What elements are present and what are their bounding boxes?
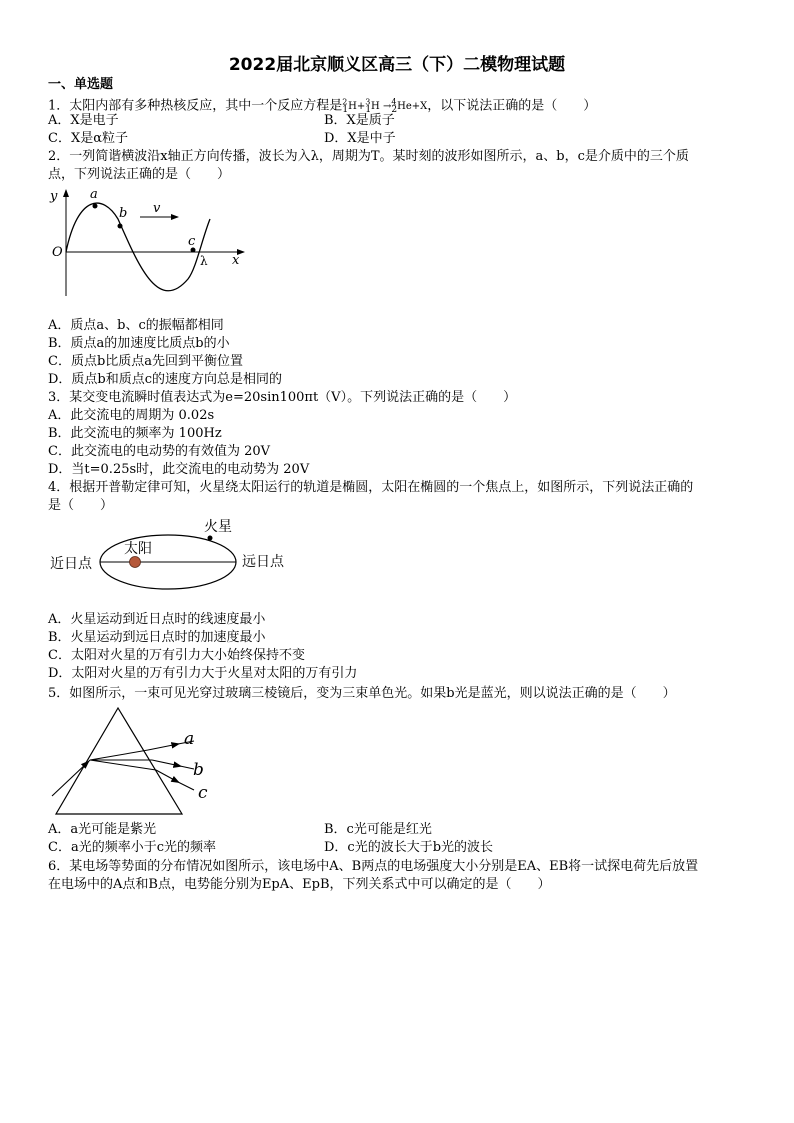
q5-option-a: A．a光可能是紫光 — [48, 822, 157, 837]
q5-option-d: D．c光的波长大于b光的波长 — [324, 840, 494, 855]
q1-option-d: D．X是中子 — [324, 131, 396, 146]
q4-option-d: D．太阳对火星的万有引力大于火星对太阳的万有引力 — [48, 666, 358, 681]
label-v: v — [153, 201, 161, 216]
ray-a — [148, 744, 178, 750]
q3-option-a: A．此交流电的周期为 0.02s — [48, 408, 215, 423]
label-sun: 太阳 — [124, 541, 152, 557]
point-a — [93, 204, 98, 209]
point-b — [118, 224, 123, 229]
mars — [208, 536, 213, 541]
ray-b — [152, 760, 180, 766]
label-o: O — [52, 245, 63, 260]
label-aphelion: 远日点 — [242, 554, 284, 570]
q5-option-b: B．c光可能是红光 — [324, 822, 432, 837]
wave-figure — [48, 184, 258, 302]
q2-option-b: B．质点a的加速度比质点b的小 — [48, 336, 230, 351]
sun — [130, 557, 141, 568]
prism — [56, 708, 182, 814]
question-1-stem — [48, 94, 596, 119]
question-2-stem-line2: 点，下列说法正确的是（ ） — [48, 167, 231, 182]
orbit-figure — [48, 514, 308, 594]
question-2-stem-line1: 2．一列简谐横波沿x轴正方向传播，波长为入λ，周期为T。某时刻的波形如图所示，a、b，c是介质中的三个质 — [48, 149, 689, 164]
question-6-stem-line2: 在电场中的A点和B点，电势能分别为EpA、EpB，下列关系式中可以确定的是（ ） — [48, 877, 551, 892]
inner-ray-a — [90, 750, 148, 760]
q4-option-c: C．太阳对火星的万有引力大小始终保持不变 — [48, 648, 305, 663]
page-title: 2022届北京顺义区高三（下）二模物理试题 — [228, 55, 566, 75]
label-x: x — [232, 253, 240, 268]
q3-option-c: C．此交流电的电动势的有效值为 20V — [48, 444, 271, 459]
label-lambda: λ — [200, 254, 208, 268]
label-a: a — [90, 187, 98, 202]
q2-option-a: A．质点a、b、c的振幅都相同 — [48, 318, 224, 333]
prism-figure — [48, 704, 223, 819]
question-6-stem-line1: 6．某电场等势面的分布情况如图所示，该电场中A、B两点的电场强度大小分别是EA、EB将一试探电荷先后放置 — [48, 859, 699, 874]
q3-option-d: D．当t=0.25s时，此交流电的电动势为 20V — [48, 462, 310, 477]
q1-option-b: B．X是质子 — [324, 113, 395, 128]
section-heading: 一、单选题 — [48, 77, 114, 92]
label-c: c — [198, 783, 208, 803]
label-perihelion: 近日点 — [50, 556, 92, 572]
q3-option-b: B．此交流电的频率为 100Hz — [48, 426, 222, 441]
q2-option-d: D．质点b和质点c的速度方向总是相同的 — [48, 372, 283, 387]
q1-option-a: A．X是电子 — [48, 113, 119, 128]
q1-option-c: C．X是α粒子 — [48, 131, 128, 146]
q4-option-b: B．火星运动到远日点时的加速度最小 — [48, 630, 266, 645]
q1-stem-part-b: ，以下说法正确的是（ ） — [427, 98, 597, 114]
q4-option-a: A．火星运动到近日点时的线速度最小 — [48, 612, 266, 627]
q2-option-c: C．质点b比质点a先回到平衡位置 — [48, 354, 244, 369]
q1-equation: $^2_1$H+$^3_1$H →$^4_2$He+X — [342, 98, 428, 116]
question-4-stem-line1: 4．根据开普勒定律可知，火星绕太阳运行的轨道是椭圆，太阳在椭圆的一个焦点上，如图所示，下列说法正确的 — [48, 480, 694, 495]
label-c: c — [188, 234, 196, 249]
q5-option-c: C．a光的频率小于c光的频率 — [48, 840, 216, 855]
label-y: y — [50, 189, 58, 204]
label-b: b — [193, 760, 204, 780]
label-b: b — [119, 206, 128, 221]
label-mars: 火星 — [204, 519, 232, 535]
question-4-stem-line2: 是（ ） — [48, 498, 114, 513]
question-3-stem: 3．某交变电流瞬时值表达式为e=20sin100πt（V）。下列说法正确的是（ ） — [48, 390, 517, 405]
inner-ray-c — [90, 760, 156, 770]
question-5-stem: 5．如图所示，一束可见光穿过玻璃三棱镜后，变为三束单色光。如果b光是蓝光，则以说法正确的是（ ） — [48, 686, 676, 701]
q1-stem-part-a: 1．太阳内部有多种热核反应，其中一个反应方程是 — [48, 98, 343, 114]
label-a: a — [184, 729, 195, 749]
